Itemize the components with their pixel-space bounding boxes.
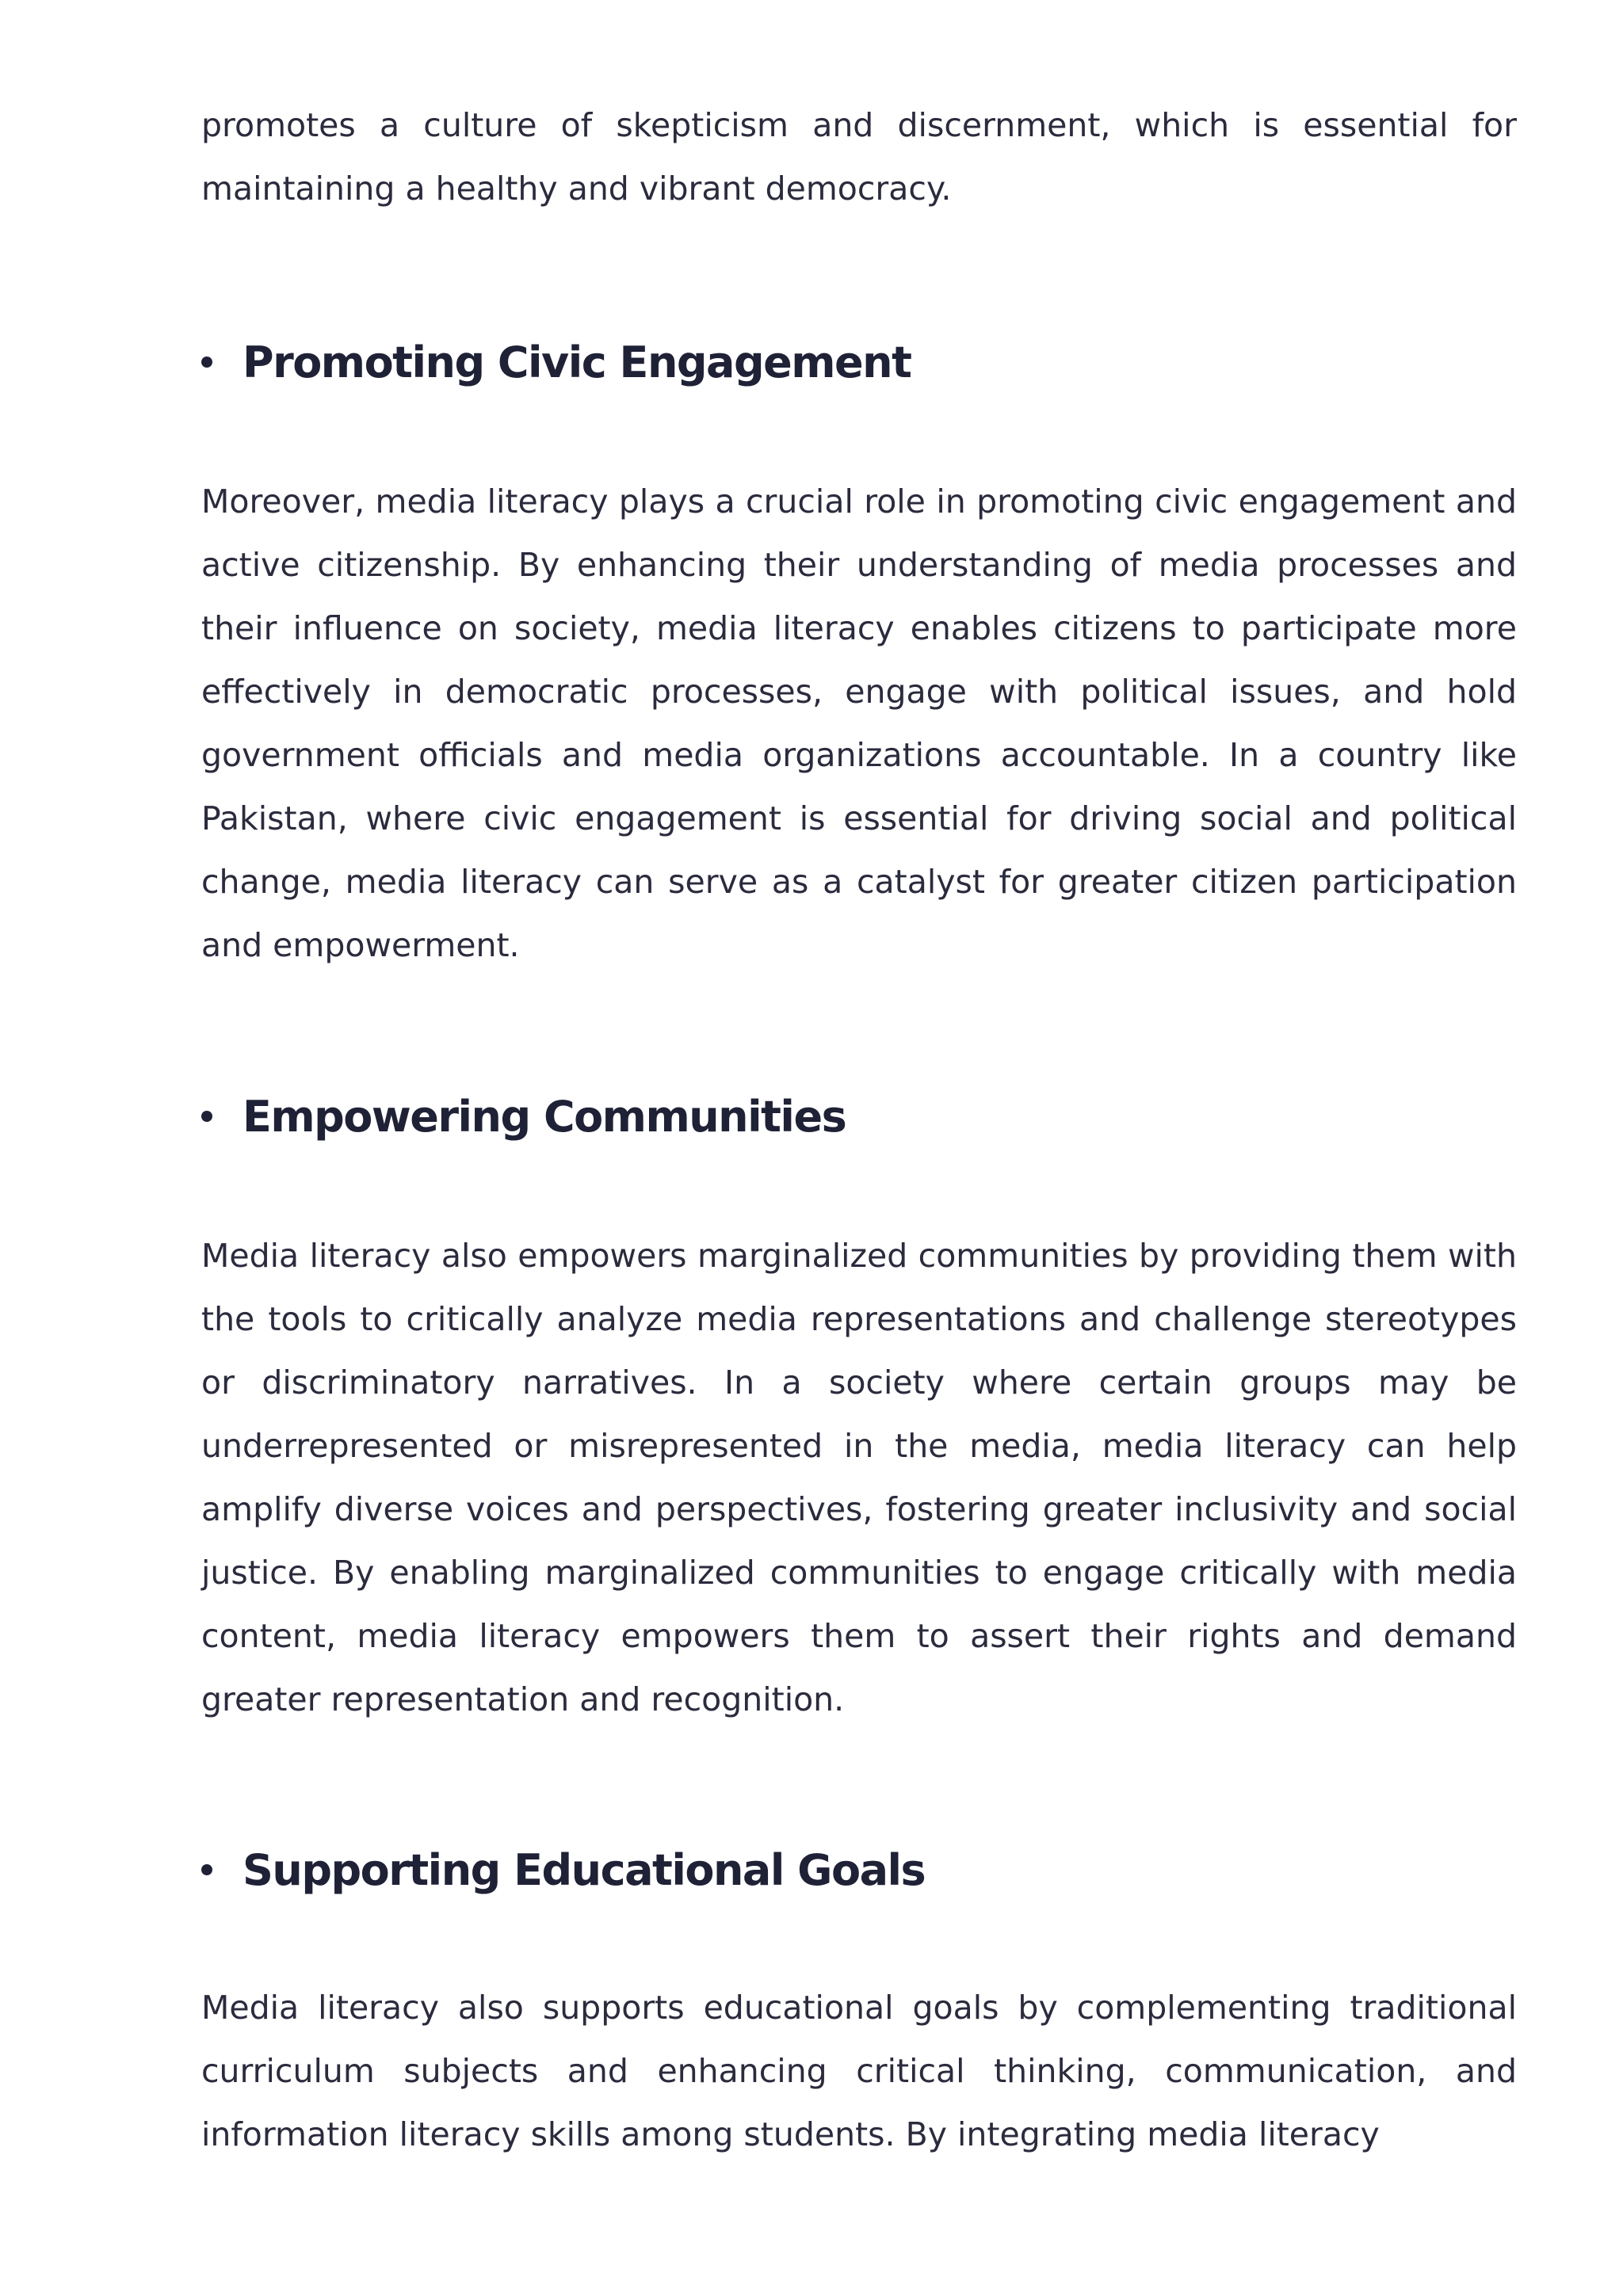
paragraph-educational-goals: Media literacy also supports educational goals by complementing traditional curriculum subjects and enhancing critical thinking, communication, and information literacy skills among students. By integrating media literacy (201, 1989, 1517, 2153)
paragraph-civic-engagement: Moreover, media literacy plays a crucial role in promoting civic engagement and active citizenship. By enhancing their understanding of media processes and their influence on society, media literacy enables citizens to participate more effectively in democratic processes, engage with political issues, and hold government officials and media organizations accountable. In a country like Pakistan, where civic engagement is essential for driving social and political change, media literacy can serve as a catalyst for greater citizen participation and empowerment. (201, 482, 1517, 964)
bullet-icon (201, 1111, 212, 1122)
paragraph-intro-continuation: promotes a culture of skepticism and discernment, which is essential for maintaining a healthy and vibrant democracy. (201, 106, 1517, 208)
paragraph-empowering-communities: Media literacy also empowers marginalized communities by providing them with the tools to critically analyze media representations and challenge stereotypes or discriminatory narratives. In a society where certain groups may be underrepresented or misrepresented in the media, media literacy can help amplify diverse voices and perspectives, fostering greater inclusivity and social justice. By enabling marginalized communities to engage critically with media content, media literacy empowers them to assert their rights and demand greater representation and recognition. (201, 1237, 1517, 1718)
bullet-icon (201, 357, 212, 368)
heading-text: Empowering Communities (242, 1091, 846, 1142)
bullet-icon (201, 1864, 212, 1875)
section-heading-civic-engagement (201, 326, 911, 398)
heading-text: Promoting Civic Engagement (242, 337, 911, 387)
section-heading-educational-goals (201, 1834, 925, 1905)
section-heading-empowering-communities (201, 1081, 846, 1152)
heading-text: Supporting Educational Goals (242, 1844, 926, 1895)
